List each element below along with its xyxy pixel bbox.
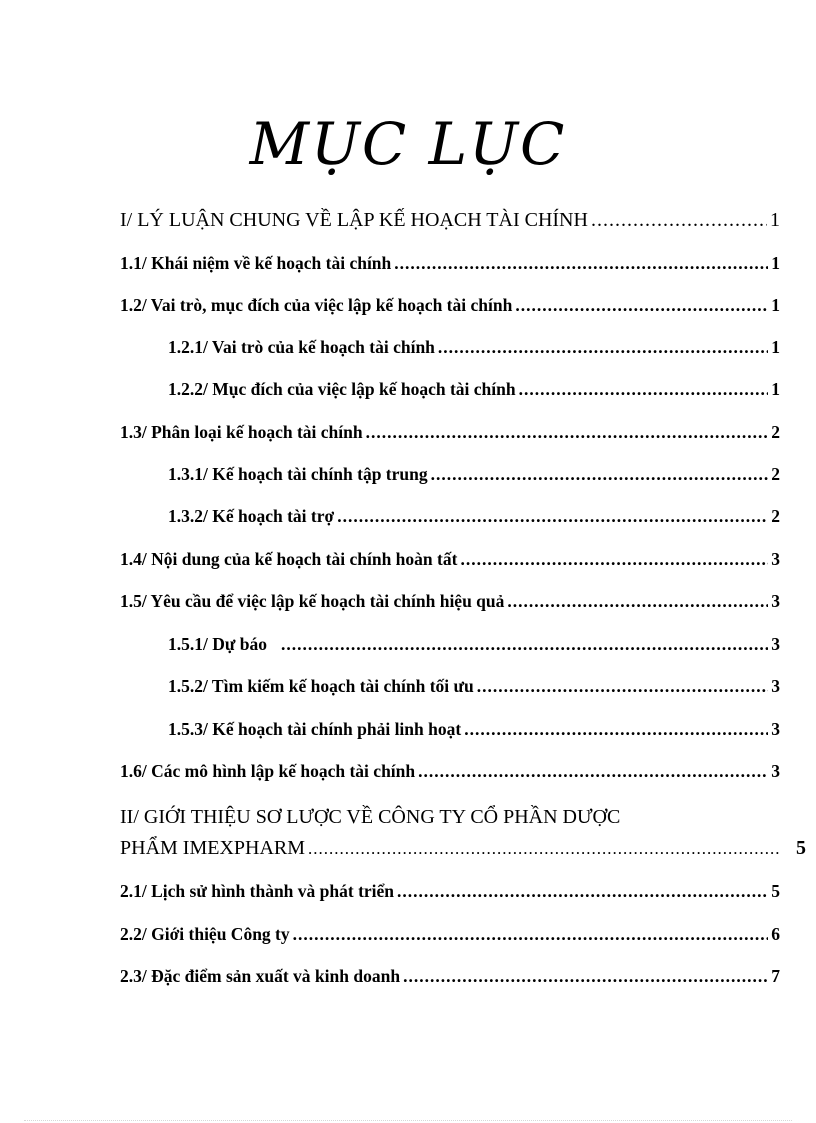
- toc-page-number: 3: [771, 549, 780, 569]
- toc-entry-label: 1.1/ Khái niệm về kế hoạch tài chính: [120, 253, 392, 273]
- toc-entry-part-1[interactable]: [120, 205, 780, 235]
- toc-entry-label: 2.1/ Lịch sử hình thành và phát triển: [120, 881, 395, 901]
- dot-leader: [366, 417, 769, 447]
- toc-page-number: 3: [771, 719, 780, 739]
- toc-entry-1-4[interactable]: [120, 544, 780, 574]
- dot-leader: [394, 248, 768, 278]
- toc-page-number: 3: [771, 591, 780, 611]
- dot-leader: [281, 629, 768, 659]
- dot-leader: [431, 459, 769, 489]
- toc-entry-part-2-line1[interactable]: II/ GIỚI THIỆU SƠ LƯỢC VỀ CÔNG TY CỔ PHẦN DƯỢC: [120, 806, 621, 828]
- toc-entry-label: 1.3/ Phân loại kế hoạch tài chính: [120, 422, 363, 442]
- toc-entry-2-1[interactable]: [120, 876, 780, 906]
- toc-entry-label: 2.2/ Giới thiệu Công ty: [120, 924, 290, 944]
- toc-page-number: 1: [771, 253, 780, 273]
- page-bottom-rule: [24, 1120, 792, 1121]
- toc-entry-label: 1.5.1/ Dự báo: [168, 634, 267, 654]
- toc-entry-1-3[interactable]: [120, 417, 780, 447]
- dot-leader: [477, 671, 768, 701]
- dot-leader: [515, 290, 768, 320]
- toc-entry-label: 1.6/ Các mô hình lập kế hoạch tài chính: [120, 761, 416, 781]
- toc-page-number: 7: [771, 966, 780, 986]
- toc-entry-1-2[interactable]: [120, 290, 780, 320]
- dot-leader: [591, 205, 767, 235]
- dot-leader: [460, 544, 768, 574]
- toc-entry-label: 1.5/ Yêu cầu để việc lập kế hoạch tài chính hiệu quả: [120, 591, 505, 611]
- toc-entry-label: 1.2/ Vai trò, mục đích của việc lập kế hoạch tài chính: [120, 295, 513, 315]
- dot-leader: [519, 374, 769, 404]
- dot-leader: [308, 834, 779, 864]
- toc-entry-1-3-2[interactable]: [168, 501, 780, 531]
- dot-leader: [438, 332, 768, 362]
- toc-entry-1-2-2[interactable]: [168, 374, 780, 404]
- toc-entry-1-6[interactable]: [120, 756, 780, 786]
- dot-leader: [507, 586, 768, 616]
- toc-entry-1-5-1[interactable]: [168, 629, 780, 659]
- toc-page-number: 2: [771, 422, 780, 442]
- toc-page-number: 3: [771, 761, 780, 781]
- toc-entry-1-3-1[interactable]: [168, 459, 780, 489]
- toc-page-number: 1: [771, 337, 780, 357]
- toc-entry-1-2-1[interactable]: [168, 332, 780, 362]
- toc-entry-1-5-3[interactable]: [168, 714, 780, 744]
- toc-entry-1-1[interactable]: [120, 248, 780, 278]
- toc-entry-1-5[interactable]: [120, 586, 780, 616]
- toc-page-number: 3: [771, 676, 780, 696]
- toc-page-number: 2: [771, 506, 780, 526]
- dot-leader: [397, 876, 768, 906]
- toc-page-number: 1: [771, 295, 780, 315]
- toc-entry-label: 1.5.2/ Tìm kiếm kế hoạch tài chính tối ưu: [168, 676, 474, 696]
- toc-entry-label: I/ LÝ LUẬN CHUNG VỀ LẬP KẾ HOẠCH TÀI CHÍNH: [120, 209, 588, 231]
- dot-leader: [464, 714, 768, 744]
- toc-page-number: 5: [771, 881, 780, 901]
- page-title: MỤC LỤC: [249, 110, 567, 178]
- toc-page-number: 1: [771, 379, 780, 399]
- toc-page-number: 2: [771, 464, 780, 484]
- toc-entry-1-5-2[interactable]: [168, 671, 780, 701]
- toc-page-number: 5: [796, 837, 806, 859]
- toc-page-number: 1: [770, 209, 780, 231]
- toc-entry-label: 1.3.1/ Kế hoạch tài chính tập trung: [168, 464, 428, 484]
- toc-entry-label: 2.3/ Đặc điểm sản xuất và kinh doanh: [120, 966, 401, 986]
- dot-leader: [418, 756, 768, 786]
- toc-entry-label: 1.2.1/ Vai trò của kế hoạch tài chính: [168, 337, 435, 357]
- toc-entry-2-2[interactable]: [120, 919, 780, 949]
- toc-entry-label: 1.5.3/ Kế hoạch tài chính phải linh hoạt: [168, 719, 462, 739]
- toc-entry-2-3[interactable]: [120, 961, 780, 991]
- toc-entry-label: PHẨM IMEXPHARM: [120, 837, 306, 859]
- toc-page-number: 6: [771, 924, 780, 944]
- toc-entry-label: 1.3.2/ Kế hoạch tài trợ: [168, 506, 335, 526]
- toc-page-number: 3: [771, 634, 780, 654]
- toc-entry-label: 1.4/ Nội dung của kế hoạch tài chính hoàn tất: [120, 549, 458, 569]
- dot-leader: [293, 919, 769, 949]
- toc-entry-label: 1.2.2/ Mục đích của việc lập kế hoạch tài chính: [168, 379, 516, 399]
- toc-entry-part-2[interactable]: [120, 833, 806, 863]
- dot-leader: [337, 501, 768, 531]
- dot-leader: [403, 961, 768, 991]
